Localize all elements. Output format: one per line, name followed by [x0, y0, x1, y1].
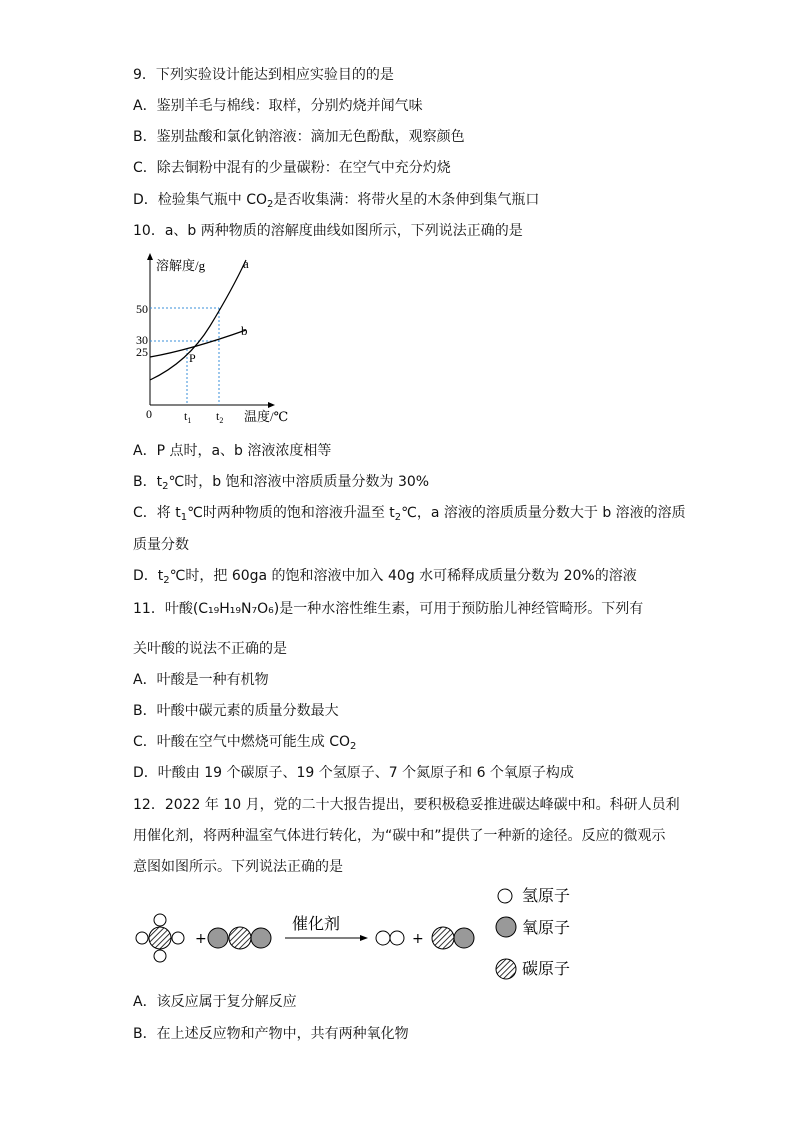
q11-c-pre: C．叶酸在空气中燃烧可能生成 CO: [133, 734, 351, 750]
q10-c-post: ℃，a 溶液的溶质质量分数大于 b 溶液的溶质: [401, 505, 686, 521]
legend-hydrogen-label: 氢原子: [522, 886, 571, 905]
reaction-arrowhead: [360, 935, 368, 941]
oxygen-atom: [454, 928, 474, 948]
q11-stem-line1: 11．叶酸(C₁₉H₁₉N₇O₆)是一种水溶性维生素，可用于预防胎儿神经管畸形。下列有: [133, 601, 644, 617]
q10-option-d: [133, 567, 637, 590]
q10-d-post: ℃时，把 60ga 的饱和溶液中加入 40g 水可稀释成质量分数为 20%的溶液: [169, 568, 637, 584]
q11-option-b: B．叶酸中碳元素的质量分数最大: [133, 703, 339, 719]
plus-sign: +: [412, 931, 424, 947]
q10-c-pre: C．将 t: [133, 505, 181, 521]
legend-oxygen-icon: [496, 917, 516, 937]
q10-b-sub: 2: [162, 481, 169, 492]
legend-oxygen-label: 氧原子: [522, 918, 571, 937]
q9-d-post: 是否收集满：将带火星的木条伸到集气瓶口: [273, 192, 540, 208]
y-tick-25: 25: [136, 345, 148, 359]
q12-stem-line3: 意图如图所示。下列说法正确的是: [133, 859, 343, 875]
q12-stem-line1: 12．2022 年 10 月，党的二十大报告提出，要积极稳妥推进碳达峰碳中和。科研人员利: [133, 797, 680, 813]
x-axis-label: 温度/℃: [244, 409, 289, 424]
y-axis-label: 溶解度/g: [156, 258, 206, 273]
y-tick-30: 30: [136, 333, 148, 347]
hydrogen-atom: [136, 932, 148, 944]
q11-option-a: A．叶酸是一种有机物: [133, 672, 269, 688]
reaction-diagram: [130, 882, 600, 982]
oxygen-atom: [251, 928, 271, 948]
q9-option-b: B．鉴别盐酸和氯化钠溶液：滴加无色酚酞，观察颜色: [133, 129, 465, 145]
q11-stem-line2: 关叶酸的说法不正确的是: [133, 641, 287, 657]
hydrogen-atom: [390, 931, 404, 945]
q9-option-d: [133, 191, 539, 214]
q10-b-post: ℃时，b 饱和溶液中溶质质量分数为 30%: [168, 474, 430, 490]
q9-option-c: C．除去铜粉中混有的少量碳粉：在空气中充分灼烧: [133, 160, 451, 176]
q10-d-sub: 2: [163, 575, 170, 586]
plus-sign: +: [195, 931, 207, 947]
q11-c-sub: 2: [350, 741, 357, 752]
legend-carbon-icon: [496, 959, 516, 979]
hydrogen-atom: [154, 914, 166, 926]
q11-option-d: D．叶酸由 19 个碳原子、19 个氢原子、7 个氮原子和 6 个氧原子构成: [133, 765, 574, 781]
q10-c-mid: ℃时两种物质的饱和溶液升温至 t: [187, 505, 395, 521]
q10-option-c-line1: [133, 504, 686, 527]
q10-option-a: A．P 点时，a、b 溶液浓度相等: [133, 443, 332, 459]
q12-option-b: B．在上述反应物和产物中，共有两种氧化物: [133, 1026, 409, 1042]
x-axis-arrow: [268, 402, 275, 408]
q12-stem-line2: 用催化剂，将两种温室气体进行转化，为“碳中和”提供了一种新的途径。反应的微观示: [133, 828, 666, 844]
carbon-atom: [149, 927, 171, 949]
x-tick-t2: $t_2$: [216, 409, 224, 425]
legend-hydrogen-icon: [498, 889, 512, 903]
hydrogen-atom: [154, 950, 166, 962]
q10-c-sub2: 2: [394, 512, 402, 523]
origin-label: 0: [146, 407, 152, 421]
q10-option-b: [133, 473, 429, 496]
q10-option-c-line2: 质量分数: [133, 537, 189, 553]
q9-stem: 9．下列实验设计能达到相应实验目的的是: [133, 67, 394, 83]
q12-option-a: A．该反应属于复分解反应: [133, 994, 297, 1010]
series-b-label: b: [241, 323, 248, 338]
q10-b-pre: B．t: [133, 474, 163, 490]
carbon-atom: [229, 927, 251, 949]
hydrogen-atom: [172, 932, 184, 944]
legend-carbon-label: 碳原子: [522, 959, 571, 978]
curve-a: [150, 260, 246, 380]
solubility-chart: [130, 250, 310, 430]
catalyst-label: 催化剂: [292, 914, 341, 933]
x-tick-t1: $t_1$: [184, 409, 192, 425]
q9-d-pre: D．检验集气瓶中 CO: [133, 192, 268, 208]
carbon-atom: [432, 927, 454, 949]
y-axis-arrow: [147, 253, 153, 260]
q9-option-a: A．鉴别羊毛与棉线：取样，分别灼烧并闻气味: [133, 98, 423, 114]
q11-option-c: [133, 733, 356, 756]
q10-d-pre: D．t: [133, 568, 164, 584]
y-tick-50: 50: [136, 302, 148, 316]
hydrogen-atom: [376, 931, 390, 945]
q9-d-sub: 2: [267, 199, 274, 210]
q10-c-sub1: 1: [180, 512, 188, 523]
series-a-label: a: [243, 256, 249, 271]
q10-stem: 10．a、b 两种物质的溶解度曲线如图所示，下列说法正确的是: [133, 223, 523, 239]
oxygen-atom: [208, 928, 228, 948]
point-p-label: P: [189, 351, 196, 365]
